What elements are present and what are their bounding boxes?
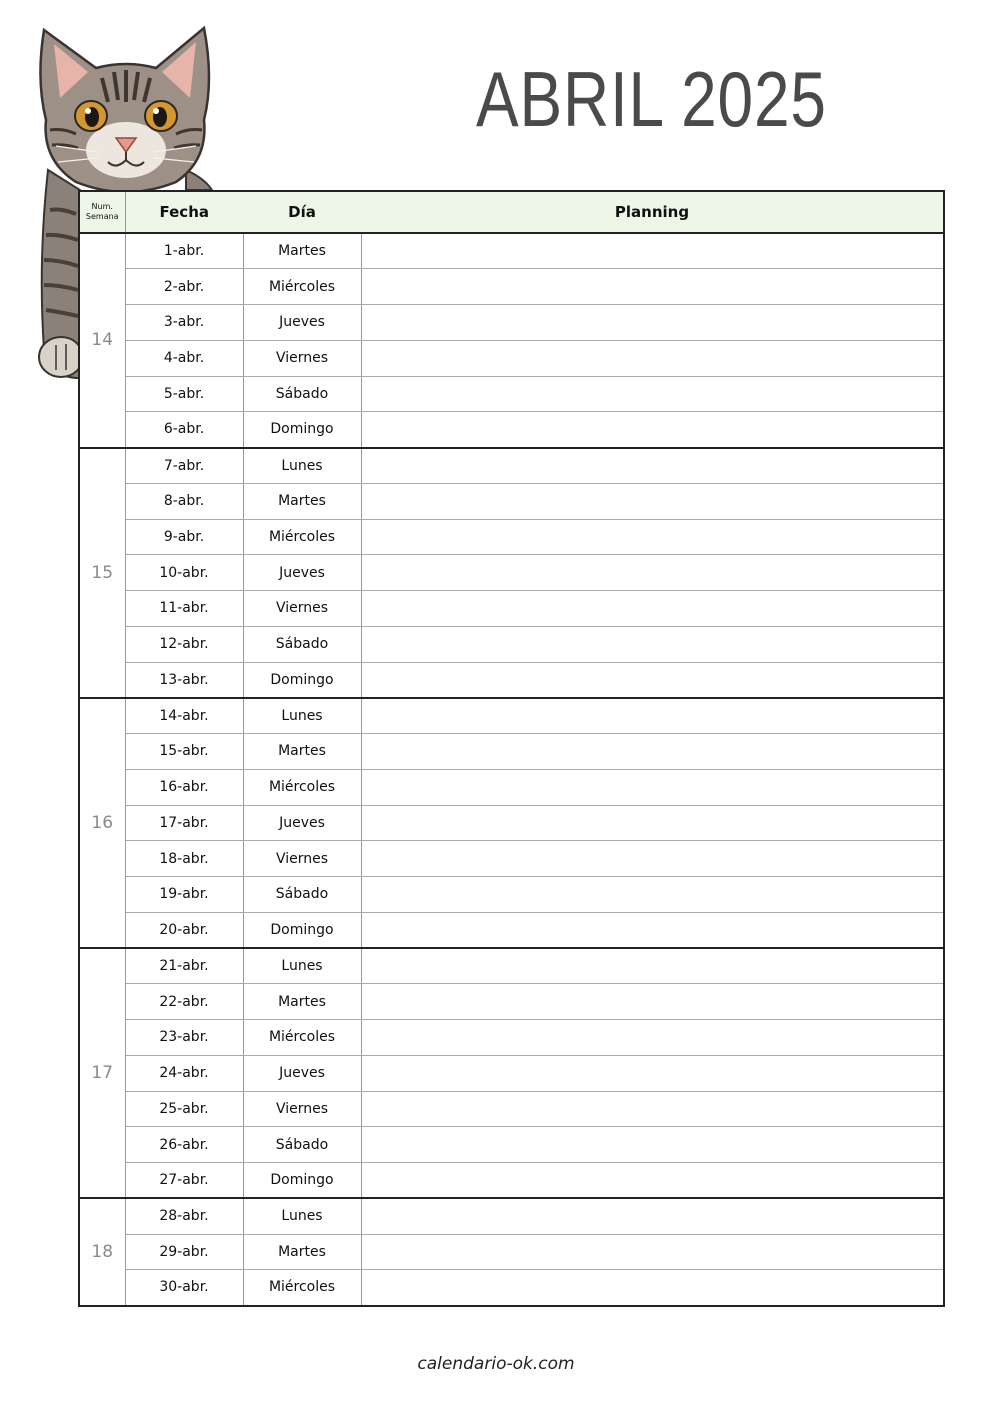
- date-cell: 20-abr.: [125, 912, 243, 948]
- date-cell: 2-abr.: [125, 269, 243, 305]
- planning-cell[interactable]: [361, 626, 944, 662]
- table-row: [79, 340, 944, 376]
- day-cell: Domingo: [243, 662, 361, 698]
- table-row: [79, 1127, 944, 1163]
- planning-table: [78, 190, 945, 1307]
- week-number: 14: [79, 233, 125, 448]
- planning-cell[interactable]: [361, 1127, 944, 1163]
- planning-cell[interactable]: [361, 305, 944, 341]
- planning-cell[interactable]: [361, 769, 944, 805]
- planning-cell[interactable]: [361, 698, 944, 734]
- planning-cell[interactable]: [361, 340, 944, 376]
- planning-cell[interactable]: [361, 948, 944, 984]
- table-row: [79, 1198, 944, 1234]
- planning-cell[interactable]: [361, 805, 944, 841]
- table-row: [79, 448, 944, 484]
- table-row: [79, 376, 944, 412]
- planning-cell[interactable]: [361, 591, 944, 627]
- table-row: [79, 877, 944, 913]
- day-cell: Viernes: [243, 591, 361, 627]
- date-cell: 15-abr.: [125, 734, 243, 770]
- table-row: [79, 662, 944, 698]
- day-cell: Lunes: [243, 948, 361, 984]
- planning-header: Planning: [361, 191, 944, 233]
- day-cell: Viernes: [243, 340, 361, 376]
- date-cell: 16-abr.: [125, 769, 243, 805]
- planning-cell[interactable]: [361, 1163, 944, 1199]
- date-cell: 19-abr.: [125, 877, 243, 913]
- planning-cell[interactable]: [361, 448, 944, 484]
- week-header-line1: Num.: [91, 202, 113, 211]
- day-cell: Miércoles: [243, 1270, 361, 1306]
- date-cell: 25-abr.: [125, 1091, 243, 1127]
- table-row: [79, 1055, 944, 1091]
- date-cell: 4-abr.: [125, 340, 243, 376]
- planning-cell[interactable]: [361, 1234, 944, 1270]
- day-cell: Miércoles: [243, 269, 361, 305]
- table-row: [79, 734, 944, 770]
- date-cell: 3-abr.: [125, 305, 243, 341]
- table-row: [79, 912, 944, 948]
- table-row: [79, 1270, 944, 1306]
- date-cell: 6-abr.: [125, 412, 243, 448]
- day-cell: Viernes: [243, 1091, 361, 1127]
- day-cell: Sábado: [243, 376, 361, 412]
- day-cell: Martes: [243, 734, 361, 770]
- table-row: [79, 841, 944, 877]
- date-cell: 12-abr.: [125, 626, 243, 662]
- planning-cell[interactable]: [361, 1055, 944, 1091]
- day-cell: Viernes: [243, 841, 361, 877]
- day-cell: Sábado: [243, 1127, 361, 1163]
- week-header-line2: Semana: [85, 212, 119, 221]
- table-row: [79, 233, 944, 269]
- day-cell: Domingo: [243, 1163, 361, 1199]
- date-cell: 5-abr.: [125, 376, 243, 412]
- table-row: [79, 555, 944, 591]
- day-cell: Jueves: [243, 1055, 361, 1091]
- week-number: 16: [79, 698, 125, 948]
- table-row: [79, 626, 944, 662]
- day-cell: Lunes: [243, 1198, 361, 1234]
- date-cell: 30-abr.: [125, 1270, 243, 1306]
- day-cell: Miércoles: [243, 519, 361, 555]
- planning-cell[interactable]: [361, 233, 944, 269]
- date-cell: 29-abr.: [125, 1234, 243, 1270]
- table-row: [79, 698, 944, 734]
- planning-cell[interactable]: [361, 555, 944, 591]
- footer-website: calendario-ok.com: [417, 1354, 575, 1374]
- table-row: [79, 1163, 944, 1199]
- day-cell: Jueves: [243, 555, 361, 591]
- date-cell: 10-abr.: [125, 555, 243, 591]
- table-row: [79, 412, 944, 448]
- day-header: Día: [243, 191, 361, 233]
- planning-cell[interactable]: [361, 483, 944, 519]
- planning-cell[interactable]: [361, 376, 944, 412]
- day-cell: Domingo: [243, 412, 361, 448]
- day-cell: Lunes: [243, 698, 361, 734]
- planning-cell[interactable]: [361, 1091, 944, 1127]
- date-cell: 17-abr.: [125, 805, 243, 841]
- day-cell: Lunes: [243, 448, 361, 484]
- table-row: [79, 1234, 944, 1270]
- day-cell: Martes: [243, 984, 361, 1020]
- planning-cell[interactable]: [361, 269, 944, 305]
- date-cell: 8-abr.: [125, 483, 243, 519]
- date-header: Fecha: [125, 191, 243, 233]
- planning-cell[interactable]: [361, 877, 944, 913]
- date-cell: 23-abr.: [125, 1020, 243, 1056]
- date-cell: 26-abr.: [125, 1127, 243, 1163]
- table-row: [79, 805, 944, 841]
- planning-cell[interactable]: [361, 984, 944, 1020]
- planning-cell[interactable]: [361, 734, 944, 770]
- day-cell: Sábado: [243, 626, 361, 662]
- date-cell: 21-abr.: [125, 948, 243, 984]
- table-row: [79, 1020, 944, 1056]
- table-row: [79, 269, 944, 305]
- table-row: [79, 984, 944, 1020]
- planning-cell[interactable]: [361, 412, 944, 448]
- planning-cell[interactable]: [361, 912, 944, 948]
- day-cell: Martes: [243, 483, 361, 519]
- planning-cell[interactable]: [361, 662, 944, 698]
- week-number-header: [79, 191, 125, 233]
- day-cell: Martes: [243, 233, 361, 269]
- day-cell: Jueves: [243, 805, 361, 841]
- date-cell: 24-abr.: [125, 1055, 243, 1091]
- page-title: ABRIL 2025: [476, 55, 827, 143]
- planning-cell[interactable]: [361, 1020, 944, 1056]
- table-row: [79, 591, 944, 627]
- date-cell: 9-abr.: [125, 519, 243, 555]
- date-cell: 28-abr.: [125, 1198, 243, 1234]
- date-cell: 1-abr.: [125, 233, 243, 269]
- table-row: [79, 519, 944, 555]
- table-row: [79, 948, 944, 984]
- planning-cell[interactable]: [361, 1198, 944, 1234]
- day-cell: Miércoles: [243, 1020, 361, 1056]
- date-cell: 13-abr.: [125, 662, 243, 698]
- planning-cell[interactable]: [361, 841, 944, 877]
- planning-cell[interactable]: [361, 1270, 944, 1306]
- table-body: [79, 233, 944, 1306]
- table-row: [79, 1091, 944, 1127]
- day-cell: Domingo: [243, 912, 361, 948]
- week-number: 17: [79, 948, 125, 1198]
- day-cell: Jueves: [243, 305, 361, 341]
- date-cell: 14-abr.: [125, 698, 243, 734]
- date-cell: 7-abr.: [125, 448, 243, 484]
- week-number: 18: [79, 1198, 125, 1305]
- table-header-row: [79, 191, 944, 233]
- date-cell: 18-abr.: [125, 841, 243, 877]
- planning-cell[interactable]: [361, 519, 944, 555]
- date-cell: 22-abr.: [125, 984, 243, 1020]
- table-row: [79, 305, 944, 341]
- day-cell: Miércoles: [243, 769, 361, 805]
- date-cell: 11-abr.: [125, 591, 243, 627]
- table-row: [79, 483, 944, 519]
- day-cell: Martes: [243, 1234, 361, 1270]
- day-cell: Sábado: [243, 877, 361, 913]
- table-row: [79, 769, 944, 805]
- week-number: 15: [79, 448, 125, 698]
- date-cell: 27-abr.: [125, 1163, 243, 1199]
